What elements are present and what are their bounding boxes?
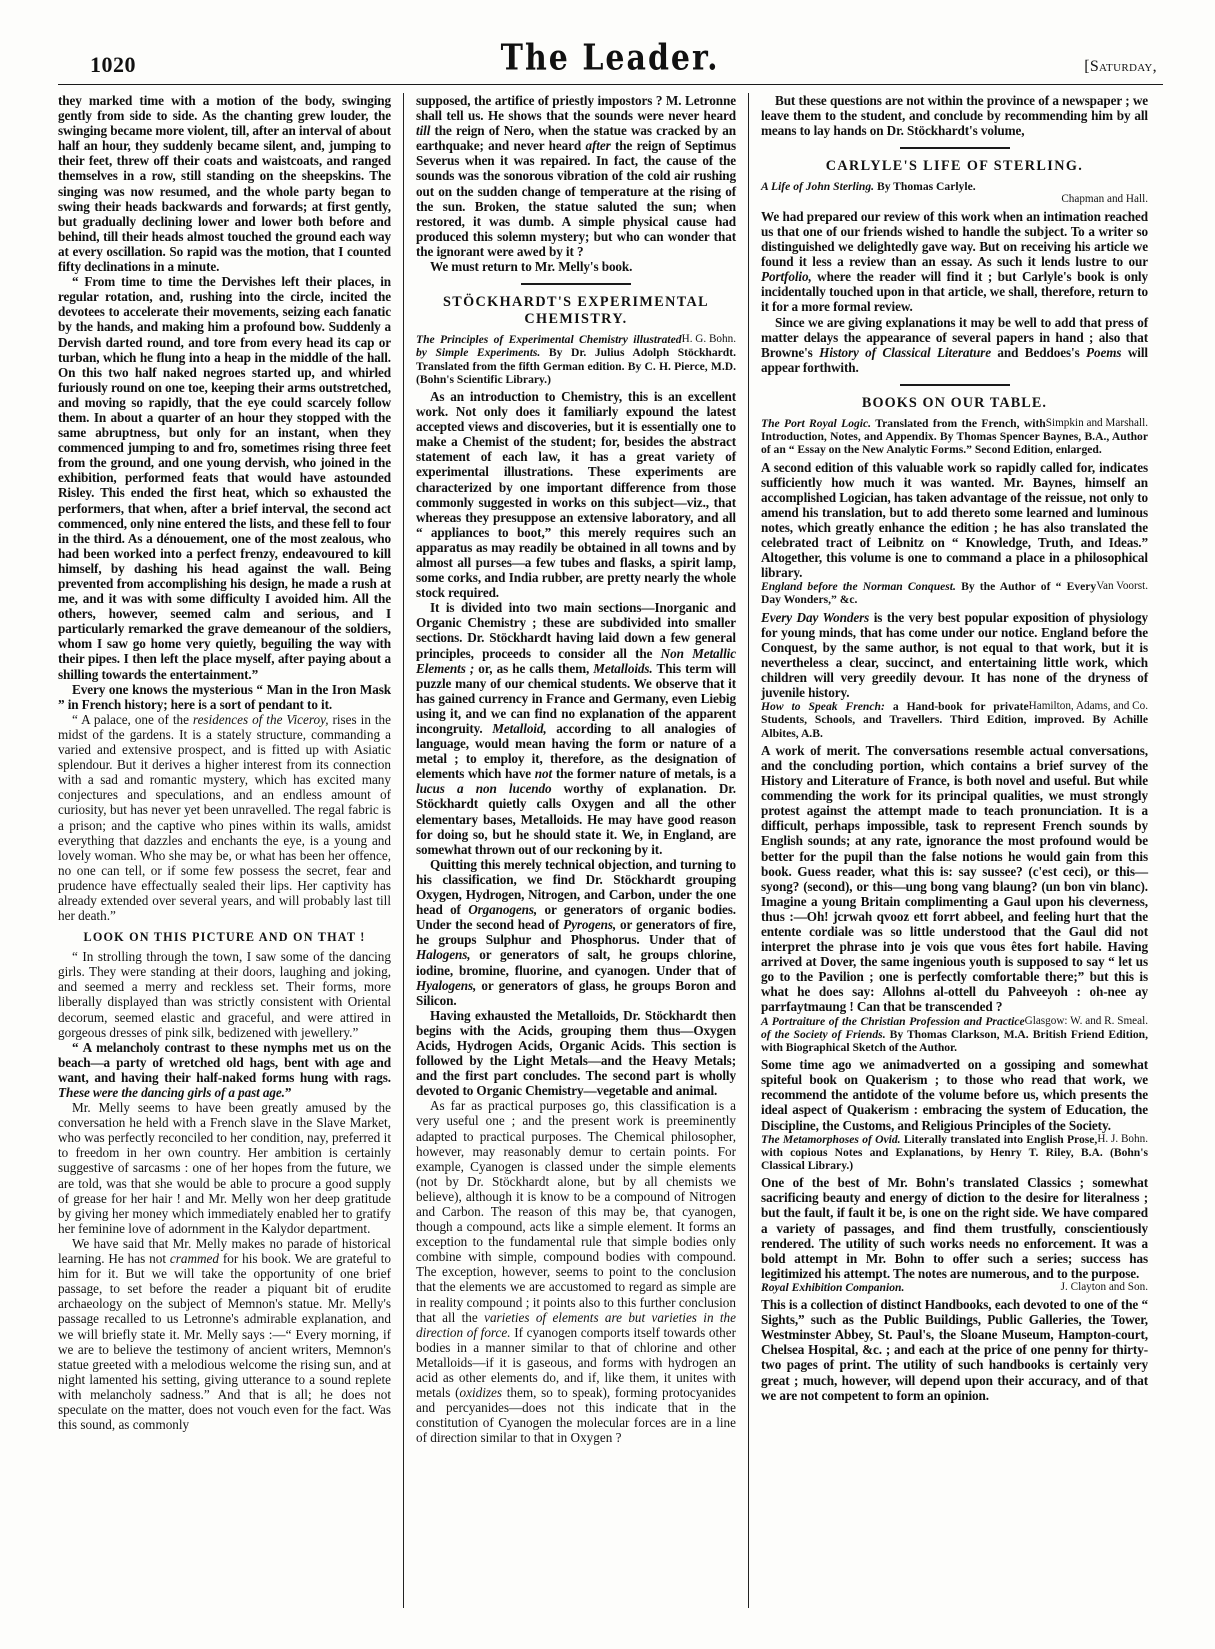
italic-run: not — [534, 766, 553, 782]
italic-run: Every Day Wonders — [761, 609, 870, 625]
paragraph: “ From time to time the Dervishes left their places, in regular rotation, and, rushing into the circle, incited the devotees to accelerate their movements, seizing each fanatic by the hands, and making him a profound bow. Suddenly a Dervish darted round, and tore from every head its cap or turban, which he flung into a heap in the middle of the hall. On this two half naked negroes started up, and whirled furiously round on one toe, keeping their arms outstretched, and moving so rapidly, that the eye could scarcely follow them. In about a quarter of an hour they stopped with the same abruptness, but only for an instant, when they commenced jumping to and fro, sometimes rising three feet from the ground, and one young dervish, who joined in the exhibition, performed feats that would have astounded Risley. This ended the first heat, which so exhausted the performers, that when, after a brief interval, the second act commenced, only nine entered the lists, and these fell to four in the third. As a dénouement, one of the most zealous, who had been worked into a perfect frenzy, endeavoured to kill himself, by dashing his head against the wall. Being prevented from accomplishing his design, he made a rush at me, and it was with some difficulty I avoided him. All the others, however, seemed calm and serious, and I particularly remarked the grave demeanour of the soldiers, whom I saw go home very quietly, beguiling the way with their pipes. I then left the place myself, after paying about a shilling towards the entertainment.” — [58, 274, 391, 682]
dateline: [Saturday, — [1084, 58, 1157, 75]
text-run: or generators of glass, he groups Boron and Silicon. — [416, 977, 736, 1008]
text-run: and Beddoes's — [990, 344, 1087, 360]
text-run: A work of merit. The conversations resemble actual conversations, and the concluding portion, which contains a brief survey of the History and Literature of France, is both novel and useful. But while commending the work for its principal qualities, we must strongly protest against the attempt made to teach pronunciation. It is a difficult, perhaps impossible, task to represent French sounds by English sounds; at any rate, ignorance the most profound would be better for the pupil than the false notions he would gain from this book. Guess reader, what this is: say sussee? (c'est ceci), or this—syong? (second), or this—ung bong vang blaung? (un bon vin blanc). Imagine a young Britain complimenting a Gaul upon his cleverness, thus :—Oh! jcrwah qvooz ett forrt abbeel, and feeling hurt that the entente cordiale was so little understood that the Gaul did not interpret the phrase into je vois que vous êtes fort habile. Having arrived at Dover, the same ingenious youth is supposed to say “ let us go to the Pavilion ; one is perfectly comfortable there;” but this is what he does say: Allohns al-ottell du Pahveeyoh : oh-nee ay parrfaytmaung ! Can that be transcended ? — [761, 742, 1148, 1015]
publisher-name: Hamilton, Adams, and Co. — [1028, 700, 1148, 713]
publisher-name: Glasgow: W. and R. Smeal. — [1024, 1014, 1148, 1027]
section-heading-books-on-our-table: BOOKS ON OUR TABLE. — [861, 394, 1048, 411]
column-one — [58, 93, 403, 1608]
text-run: or generators of salt, he groups chlorine, iodine, bromine, fluorine, and cyanogen. Under that of — [416, 947, 736, 978]
paragraph: As an introduction to Chemistry, this is an excellent work. Not only does it familiarly expound the latest accepted views and discoveries, but it is essentially one to make a Chemist of the student; for, besides the abstract statement of each law, it has a great variety of experimental illustrations. These experiments are characterized by one important difference from those commonly suggested in works on this subject—viz., that whereas they presuppose an extensive laboratory, and all “ appliances to boot,” this merely requires such an apparatus as may readily be obtained in all towns and by almost all purses—a few tubes and flasks, a spirit lamp, some corks, and India rubber, are pretty nearly the whole stock required. — [416, 388, 736, 601]
italic-run: Halogens, — [416, 947, 471, 963]
paragraph: But these questions are not within the province of a newspaper ; we leave them to the student, and conclude by recommending him by all means to lay hands on Dr. Stöckhardt's volume, — [761, 93, 1148, 139]
citation-detail: a Hand-book for private Students, Schools, and Travellers. Third Edition, improved. By Achille Albites, A.B. — [761, 700, 1148, 740]
book-review-paragraph — [761, 1297, 1148, 1403]
text-run: or generators of organic bodies. Under the second head of — [416, 902, 736, 933]
text-run: It is divided into two main sections—Inorganic and Organic Chemistry ; these are subdivided into smaller sections. Dr. Stöckhardt having laid down a few general principles, proceeds to consider all the — [416, 600, 736, 661]
text-run: is the very best popular exposition of physiology for young minds, that has come under our notice. England before the Conquest, by the same author, is not equal to that work, but it is nevertheless a clear, succinct, and entertaining little work, which children will very greedily devour. It has none of the dryness of juvenile history. — [761, 609, 1148, 701]
italic-run: after — [585, 138, 611, 154]
italic-run: till — [416, 123, 431, 139]
italic-run: These were the dancing girls of a past age. — [58, 1085, 285, 1100]
column-three — [748, 93, 1148, 1608]
section-divider-rule — [521, 283, 631, 285]
paragraph — [761, 315, 1148, 375]
paragraph: Having exhausted the Metalloids, Dr. Stöckhardt then begins with the Acids, grouping them thus—Oxygen Acids, Hydrogen Acids, Organic Acids. This section is followed by the Light Metals—and the Heavy Metals; and the first part concludes. The second part is wholly devoted to Organic Chemistry—vegetable and animal. — [416, 1007, 736, 1099]
paragraph: they marked time with a motion of the body, swinging gently from side to side. As the chanting grew louder, the swinging became more violent, till, after an interval of about half an hour, they suddenly became silent, and, jumping to their feet, threw off their coats and waistcoats, and ranged themselves in a row, still standing on the sheepskins. The singing was now resumed, and the whole party began to swing their heads backwards and forwards; at first gently, but gradually declining lower and lower both before and behind, till their heads almost touched the ground each way at every oscillation. So rapid was the motion, that I counted fifty declinations in a minute. — [58, 93, 391, 275]
book-citation — [761, 1015, 1148, 1055]
publisher-name: Simpkin and Marshall. — [1045, 416, 1148, 429]
text-run: the former nature of metals, is a — [552, 766, 736, 782]
publisher-name: Van Voorst. — [1096, 580, 1148, 593]
text-run: the reign of Septimus Severus when it was repaired. In fact, the cause of the sounds was the sonorous vibration of the cold air rushing out on the sudden change of temperature at the rising of the sun. Broken, the statue saluted the sun; when restored, it was dumb. A simple physical cause had produced this solemn mystery; but who can wonder that the ignorant were awed by it ? — [416, 138, 736, 259]
section-divider-rule — [900, 147, 1010, 149]
text-run: ” — [284, 1085, 292, 1100]
paragraph: Every one knows the mysterious “ Man in the Iron Mask ” in French history; here is a sort of pendant to it. — [58, 681, 391, 712]
italic-run: Metalloids. — [593, 660, 653, 676]
italic-run: residences of the Viceroy, — [192, 711, 329, 727]
text-run: Since we are giving explanations it may be well to add that press of matter delays the appearance of several papers in hand ; also that Browne's — [761, 314, 1148, 360]
text-run: for his book. We are grateful to him for it. But we will take the opportunity of one brief passage, to set before the reader a piquant bit of erudite archaeology on the subject of Memnon's statue. Mr. Melly's passage recalled to us Letronne's admirable explanation, and we will briefly state it. Mr. Melly says :—“ Every morning, if we are to believe the testimony of ancient writers, Memnon's statue greeted with a melodious welcome the rising sun, and at night lamented his setting, giving utterance to a sound replete with melancholy sadness.” And that is all; he does not speculate on the matter, does not vouch even for the fact. Was this sound, as commonly — [58, 1251, 391, 1433]
text-run: the reign of Nero, when the statue was cracked by an earthquake; and never heard — [416, 123, 736, 154]
section-heading-stockhardt: STÖCKHARDT'S EXPERIMENTAL CHEMISTRY. — [442, 294, 710, 328]
text-run: We have said that Mr. Melly makes no parade of historical learning. He has not — [58, 1235, 391, 1267]
italic-run: Organogens, — [468, 902, 538, 918]
text-run: This term will puzzle many of our chemical students. We observe that it has gained currency in France and Germany, even Liebig using it, and we can find no explanation of the apparent incongruity. — [416, 660, 737, 736]
text-run: where the reader will find it ; but Carlyle's book is only incidentally touched upon in that article, we shall, therefore, return to it for a more formal review. — [761, 269, 1148, 315]
text-run: worthy of explanation. Dr. Stöckhardt quietly calls Oxygen and all the other elementary bases, Metalloids. He may have good reason for doing so, but he should state it. We, in England, are somewhat thrown out of our reckoning by it. — [416, 781, 736, 857]
text-run: rises in the midst of the gardens. It is a stately structure, commanding a varied and extensive prospect, and is fitted up with Asiatic splendour. But it derives a higher interest from its connection with a sad and romantic mystery, which has excited many conjectures and speculations, and an endless amount of curiosity, but has never yet been unravelled. The regal fabric is a prison; and the captive who pines within its walls, amidst everything that dazzles and enchants the eye, is a young and lovely woman. Who she may be, or what has been her offence, no one can tell, or if some few possess the secret, fear and prudence have effectually sealed their lips. Her captivity has already extended over several years, and will probably last till her death.” — [58, 711, 391, 924]
citation-detail: By Dr. Julius Adolph Stöckhardt. Translated from the fifth German edition. By C. H. Pierce, M.D. (Bohn's Scientific Library.) — [416, 346, 736, 386]
text-run: As far as practical purposes go, this classification is a very useful one ; and the present work is preeminently adapted to practical purposes. The Chemical philosopher, however, may reasonably demur to certain points. For example, Cyanogen is classed under the simple elements (not by Dr. Stöckhardt alone, but by all chemists we believe), although it is know to be a compound of Nitrogen and Carbon. The reason of this may be, that cyanogen, though a compound, acts like a simple element. It forms an exception to the fundamental rule that simple bodies only combine with simple, compound bodies with compound. The exception, however, seems to point to the conclusion that the elements we are accustomed to regard as simple are in reality compound ; it points also to this further conclusion that all the — [416, 1098, 736, 1325]
text-run: Some time ago we animadverted on a gossiping and somewhat spiteful book on Quakerism ; to those who read that work, we recommend the antidote of the volume before us, which presents the ideal aspect of Quakerism : embracing the system of Education, the Discipline, the Customs, and Religious Principles of the Society. — [761, 1057, 1148, 1133]
book-citation — [761, 580, 1148, 606]
italic-run: Metalloid, — [492, 721, 547, 736]
column-two — [403, 93, 748, 1608]
text-run: If cyanogen comports itself towards other bodies in a manner similar to that of chlorine and other Metalloids—if it is gaseous, and forms with hydrogen an acid as other elements do, and if, like them, it unites with metals ( — [416, 1324, 736, 1401]
text-run: or, as he calls them, — [474, 660, 594, 676]
book-review-paragraph — [761, 610, 1148, 701]
text-run: “ A palace, one of the — [72, 711, 193, 727]
paragraph — [416, 857, 736, 1008]
paragraph: We must return to Mr. Melly's book. — [430, 259, 633, 275]
publisher-name: Chapman and Hall. — [1061, 193, 1148, 206]
section-heading-carlyle: CARLYLE'S LIFE OF STERLING. — [825, 158, 1084, 175]
citation-detail: By Thomas Carlyle. — [874, 180, 976, 194]
book-review-paragraph — [761, 1057, 1148, 1132]
book-title: A Portraiture of the Christian Profession and Practice of the Society of Friends. — [761, 1014, 1025, 1041]
text-run: Quitting this merely technical objection, and turning to his classification, we find Dr. Stöckhardt grouping Oxygen, Hydrogen, Nitrogen, and Carbon, under the one head of — [416, 856, 736, 918]
italic-run: lucus a non lucendo — [416, 781, 552, 797]
publisher-name: H. G. Bohn. — [681, 333, 736, 346]
italic-run: Poems — [1086, 344, 1122, 360]
subheading-look-on-this-picture: LOOK ON THIS PICTURE AND ON THAT ! — [83, 930, 366, 945]
citation-detail: By the Author of “ Every Day Wonders,” &c. — [761, 580, 1097, 607]
book-citation — [761, 1281, 1148, 1294]
book-title: The Port Royal Logic. — [761, 416, 872, 430]
paragraph: Mr. Melly seems to have been greatly amused by the conversation he held with a French slave in the Slave Market, who was perfectly reconciled to her condition, nay, preferred it to freedom in her own country. Her ambition is certainly suggestive of sarcasms : one of her hopes from the future, we are told, was that she would be able to procure a good supply of grease for her hair ! and Mr. Melly won her deep gratitude by giving her money which immediately enabled her to gratify her feminine love of adornment in the Kalydor department. — [58, 1100, 391, 1236]
paragraph — [58, 712, 391, 923]
publisher-name: H. J. Bohn. — [1097, 1132, 1148, 1145]
italic-run: Hyalogens, — [416, 977, 477, 993]
book-title: The Principles of Experimental Chemistry illustrated by Simple Experiments. — [416, 333, 682, 360]
italic-run: oxidizes — [459, 1385, 503, 1401]
book-title: How to Speak French: — [761, 700, 885, 714]
paragraph — [416, 93, 736, 259]
book-citation — [761, 1133, 1148, 1173]
italic-run: crammed — [169, 1251, 219, 1267]
book-citation — [416, 333, 736, 386]
text-run: or generators of fire, he groups Sulphur and Phosphorus. Under that of — [416, 917, 736, 948]
text-run: supposed, the artifice of priestly impostors ? M. Letronne shall tell us. He shows that the sounds were never heard — [416, 93, 736, 124]
paragraph — [761, 209, 1148, 315]
book-review-paragraph — [761, 460, 1148, 581]
italic-run: Portfolio, — [761, 269, 812, 285]
text-run: “ A melancholy contrast to these nymphs met us on the beach—a party of wretched old hags, bent with age and want, and having their half-naked forms hung with rags. — [58, 1039, 391, 1085]
paragraph — [58, 1040, 391, 1100]
book-title: A Life of John Sterling. — [761, 180, 875, 194]
text-run: We had prepared our review of this work when an intimation reached us that one of our friends wished to handle the subject. To a writer so distinguished we delightedly gave way. But on receiving his article we found it less a review than an essay. As such it lends lustre to our — [761, 208, 1148, 270]
text-run: according to all analogies of language, would mean having the form or nature of a metal ; to employ it, therefore, as the designation of elements which have — [416, 721, 736, 782]
section-divider-rule — [900, 384, 1010, 386]
citation-detail: Translated from the French, with Introduction, Notes, and Appendix. By Thomas Spencer Baynes, B.A., Author of an “ Essay on the New Analytic Forms.” Second Edition, enlarged. — [761, 416, 1148, 457]
book-review-paragraph — [761, 743, 1148, 1015]
italic-run: varieties of elements are but varieties in the direction of force. — [416, 1309, 736, 1340]
page-folio-number: 1020 — [90, 52, 136, 77]
page-title: The Leader. — [500, 37, 720, 80]
book-citation — [761, 700, 1148, 740]
text-run: This is a collection of distinct Handbooks, each devoted to one of the “ Sights,” such as the Public Buildings, Public Galleries, the Tower, Westminster Abbey, St. Paul's, the Sloane Museum, Hampton-court, Chelsea Hospital, &c. ; and each at the price of one penny for thirty-two pages of print. The utility of such handbooks is certainly very great ; much, however, will depend upon their accuracy, and of that we are not competent to form an opinion. — [761, 1297, 1148, 1403]
paragraph: “ In strolling through the town, I saw some of the dancing girls. They were standing at their doors, laughing and joking, and seemed a merry and reckless set. Their forms, more liberally displayed than was strictly consistent with Oriental decorum, seemed elastic and graceful, and were attired in gorgeous dresses of pink silk, bedizened with jewellery.” — [58, 949, 391, 1040]
book-title: England before the Norman Conquest. — [761, 580, 956, 594]
italic-run: Non Metallic Elements ; — [416, 645, 736, 676]
paragraph — [416, 600, 736, 857]
paragraph — [416, 1098, 736, 1445]
books-list — [761, 417, 1148, 1403]
italic-run: Pyrogens, — [563, 917, 617, 933]
paragraph — [58, 1236, 391, 1432]
book-citation-carlyle — [761, 180, 1148, 206]
publisher-name: J. Clayton and Son. — [1060, 1280, 1148, 1293]
book-review-paragraph — [761, 1175, 1148, 1281]
book-title: Royal Exhibition Companion. — [761, 1280, 905, 1294]
book-title: The Metamorphoses of Ovid. — [761, 1132, 901, 1146]
text-run: will appear forthwith. — [761, 344, 1148, 375]
book-citation — [761, 417, 1148, 457]
text-run: them, so to speak), forming protocyanides and percyanides—does not this indicate that in the constitution of Cyanogen the molecular forces are in a line of direction similar to that in Oxygen ? — [416, 1385, 736, 1446]
masthead-rule — [58, 84, 1163, 85]
citation-detail: By Thomas Clarkson, M.A. British Friend Edition, with Biographical Sketch of the Author. — [761, 1027, 1148, 1054]
citation-detail: Literally translated into English Prose, with copious Notes and Explanations, by Henry T. Riley, B.A. (Bohn's Classical Library.) — [761, 1132, 1148, 1173]
columns-container — [58, 93, 1163, 1608]
italic-run: History of Classical Literature — [819, 344, 991, 360]
masthead — [58, 30, 1163, 78]
text-run: One of the best of Mr. Bohn's translated Classics ; somewhat sacrificing beauty and energy of diction to the desire for literalness ; but the fault, if fault it be, is one on the right side. We have compared a variety of passages, and find them trustfully, conscientiously rendered. The utility of such works needs no enforcement. It was a bold attempt in Mr. Bohn to offer such a series; success has legitimized his attempt. The notes are numerous, and to the purpose. — [761, 1175, 1148, 1281]
text-run: A second edition of this valuable work so rapidly called for, indicates sufficiently how much it was wanted. Mr. Baynes, himself an accomplished Logician, has taken advantage of the reissue, not only to amend his translation, but to add thereto some learned and luminous notes, which greatly enhance the edition ; he has also translated the celebrated tract of Leibnitz on “ Knowledge, Truth, and Ideas.” Altogether, this volume is one to command a place in a philosophical library. — [761, 459, 1148, 581]
